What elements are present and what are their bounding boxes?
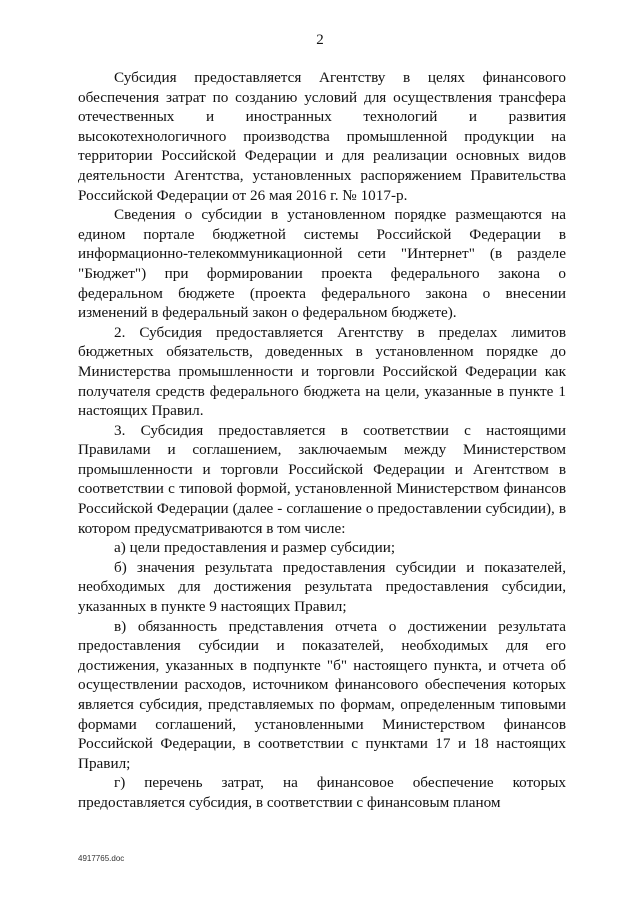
paragraph-subclause-a: а) цели предоставления и размер субсидии; bbox=[114, 539, 396, 557]
paragraph-subclause-g: г) перечень затрат, на финансовое обеспечение которых предоставляется субсидия, в соответствии с финансовым планом bbox=[78, 774, 566, 811]
paragraph-clause-2: 2. Субсидия предоставляется Агентству в пределах лимитов бюджетных обязательств, доведенных в установленном порядке до Министерства промышленности и торговли Российской Федерации как получателя средств федерального бюджета на цели, указанные в пункте 1 настоящих Правил. bbox=[78, 323, 566, 420]
paragraph-clause-3: 3. Субсидия предоставляется в соответствии с настоящими Правилами и соглашением, заключаемым между Министерством промышленности и торговли Российской Федерации и Агентством в соответствии с типовой формой, установленной Министерством финансов Российской Федерации (далее - соглашение о предоставлении субсидии), в котором предусматриваются в том числе: bbox=[78, 421, 566, 537]
paragraph-subsidy-purpose: Субсидия предоставляется Агентству в целях финансового обеспечения затрат по созданию условий для осуществления трансфера отечественных и иностранных технологий и развития высокотехнологичного производства промышленной продукции на территории Российской Федерации и для реализации основных видов деятельности Агентства, установленных распоряжением Правительства Российской Федерации от 26 мая 2016 г. № 1017-р. bbox=[78, 69, 566, 204]
paragraph-subsidy-publication: Сведения о субсидии в установленном порядке размещаются на едином портале бюджетной системы Российской Федерации в информационно-телекоммуникационной сети "Интернет" (в разделе "Бюджет") при формировании проекта федерального закона о федеральном бюджете (проекта федерального закона о внесении изменений в федеральный закон о федеральном бюджете). bbox=[78, 206, 566, 322]
paragraph-subclause-b: б) значения результата предоставления субсидии и показателей, необходимых для достижения результата предоставления субсидии, указанных в пункте 9 настоящих Правил; bbox=[78, 558, 566, 616]
document-body bbox=[78, 68, 566, 813]
footer-filename: 4917765.doc bbox=[78, 854, 125, 863]
paragraph-subclause-v: в) обязанность представления отчета о достижении результата предоставления субсидии и показателей, необходимых для его достижения, указанных в подпункте "б" настоящего пункта, и отчета об осуществлении расходов, источником финансового обеспечения которых является субсидия, представляемых по формам, определенным типовыми формами соглашений, установленными Министерством финансов Российской Федерации, в соответствии с пунктами 17 и 18 настоящих Правил; bbox=[78, 617, 566, 772]
page-number: 2 bbox=[316, 32, 324, 48]
